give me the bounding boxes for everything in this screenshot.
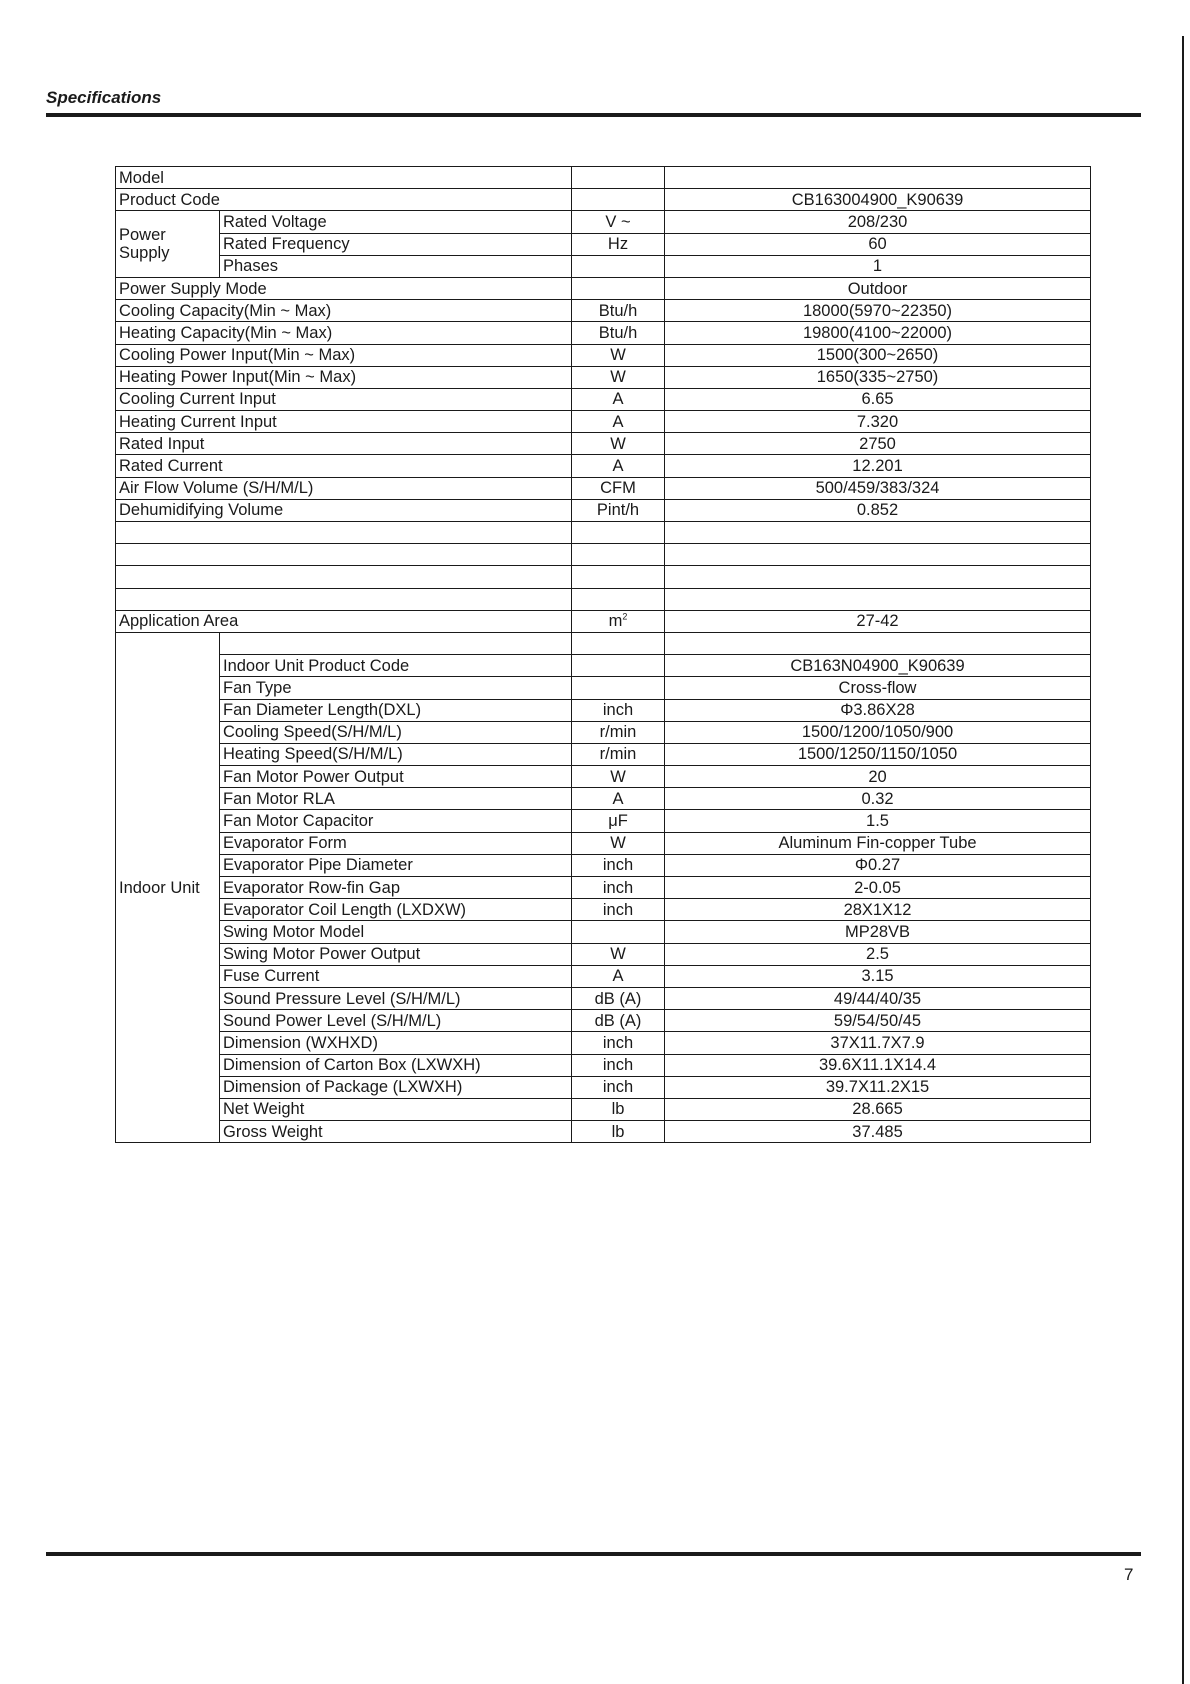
spec-unit: inch [572,1032,665,1054]
spec-label: Fan Motor Capacitor [220,810,572,832]
spec-unit: A [572,965,665,987]
table-row [116,788,1091,810]
spec-unit: inch [572,877,665,899]
spec-value: CB163004900_K90639 [665,189,1091,211]
table-row [116,766,1091,788]
table-row [116,987,1091,1009]
spec-label: Cooling Power Input(Min ~ Max) [116,344,572,366]
page-edge-line [1182,36,1184,1684]
table-row [116,1098,1091,1120]
model-value [665,167,1091,189]
spec-unit: V ~ [572,211,665,233]
spec-value: 7.320 [665,411,1091,433]
spec-unit: A [572,455,665,477]
model-label: Model [116,167,572,189]
spec-unit [572,566,665,588]
spec-label: Rated Frequency [220,233,572,255]
spec-unit [572,677,665,699]
table-row [116,366,1091,388]
table-row [116,1010,1091,1032]
spec-unit: Btu/h [572,322,665,344]
spec-label: Fan Motor RLA [220,788,572,810]
table-row [116,810,1091,832]
indoor-unit-group-label: Indoor Unit [116,632,220,1142]
spec-value [665,566,1091,588]
table-row [116,522,1091,544]
table-row [116,277,1091,299]
spec-label: Air Flow Volume (S/H/M/L) [116,477,572,499]
table-row [116,388,1091,410]
spec-unit: inch [572,854,665,876]
spec-value: 500/459/383/324 [665,477,1091,499]
spec-value: 60 [665,233,1091,255]
footer-divider [46,1552,1141,1556]
spec-value: 1.5 [665,810,1091,832]
spec-value [665,544,1091,566]
spec-label: Rated Voltage [220,211,572,233]
spec-label: Rated Input [116,433,572,455]
spec-unit [572,189,665,211]
table-row [116,233,1091,255]
spec-value: 1 [665,255,1091,277]
spec-unit: dB (A) [572,1010,665,1032]
table-row [116,854,1091,876]
spec-label: Net Weight [220,1098,572,1120]
table-row [116,877,1091,899]
spec-value: Φ3.86X28 [665,699,1091,721]
table-row [116,1076,1091,1098]
page-number: 7 [1124,1565,1134,1584]
spec-value: CB163N04900_K90639 [665,655,1091,677]
spec-label: Rated Current [116,455,572,477]
spec-label: Product Code [116,189,572,211]
spec-value: 28.665 [665,1098,1091,1120]
spec-label: Fan Diameter Length(DXL) [220,699,572,721]
area-unit-exponent: 2 [622,611,628,622]
spec-label: Power Supply Mode [116,277,572,299]
spec-label: Cooling Current Input [116,388,572,410]
table-row [116,632,1091,654]
spec-label: Swing Motor Power Output [220,943,572,965]
spec-value: 18000(5970~22350) [665,300,1091,322]
spec-unit: inch [572,899,665,921]
spec-label: Phases [220,255,572,277]
table-row [116,721,1091,743]
header-divider [46,113,1141,117]
table-row [116,300,1091,322]
table-row [116,1032,1091,1054]
spec-label: Cooling Capacity(Min ~ Max) [116,300,572,322]
spec-label: Dehumidifying Volume [116,499,572,521]
area-unit [572,610,665,632]
spec-value [665,588,1091,610]
table-row [116,1121,1091,1143]
spec-value: MP28VB [665,921,1091,943]
spec-unit: μF [572,810,665,832]
area-unit-base: m [608,612,623,631]
spec-value: 2.5 [665,943,1091,965]
spec-unit [572,655,665,677]
spec-unit [572,921,665,943]
spec-unit: Hz [572,233,665,255]
spec-label [116,588,572,610]
table-row [116,943,1091,965]
spec-label: Application Area [116,610,572,632]
spec-label: Evaporator Pipe Diameter [220,854,572,876]
power-supply-group-label: Power Supply [116,211,220,278]
spec-value: 28X1X12 [665,899,1091,921]
spec-label: Evaporator Form [220,832,572,854]
table-row [116,1054,1091,1076]
table-row [116,921,1091,943]
spec-label: Sound Power Level (S/H/M/L) [220,1010,572,1032]
spec-value: 59/54/50/45 [665,1010,1091,1032]
spec-value: 20 [665,766,1091,788]
spec-label: Heating Capacity(Min ~ Max) [116,322,572,344]
spec-value: 1500/1250/1150/1050 [665,743,1091,765]
spec-value: 27-42 [665,610,1091,632]
spec-unit: W [572,344,665,366]
spec-label: Heating Current Input [116,411,572,433]
spec-unit: W [572,366,665,388]
spec-unit: A [572,411,665,433]
table-row [116,255,1091,277]
spec-unit: inch [572,1054,665,1076]
spec-unit [572,277,665,299]
spec-unit [572,632,665,654]
spec-value: Cross-flow [665,677,1091,699]
spec-unit [572,588,665,610]
spec-unit: r/min [572,743,665,765]
spec-label [116,566,572,588]
spec-label: Sound Pressure Level (S/H/M/L) [220,987,572,1009]
table-row [116,699,1091,721]
spec-unit: dB (A) [572,987,665,1009]
spec-label: Evaporator Coil Length (LXDXW) [220,899,572,921]
table-row [116,743,1091,765]
spec-label: Evaporator Row-fin Gap [220,877,572,899]
table-row [116,499,1091,521]
table-row [116,544,1091,566]
spec-unit: W [572,766,665,788]
spec-unit: r/min [572,721,665,743]
spec-value: 0.852 [665,499,1091,521]
spec-value: 208/230 [665,211,1091,233]
table-row [116,344,1091,366]
spec-unit: W [572,943,665,965]
table-row [116,189,1091,211]
table-row [116,610,1091,632]
spec-value: 2750 [665,433,1091,455]
spec-value: 0.32 [665,788,1091,810]
spec-value [665,522,1091,544]
spec-value: 39.6X11.1X14.4 [665,1054,1091,1076]
spec-value: 12.201 [665,455,1091,477]
table-row [116,433,1091,455]
spec-label: Cooling Speed(S/H/M/L) [220,721,572,743]
spec-label: Swing Motor Model [220,921,572,943]
spec-label [116,544,572,566]
spec-value: 6.65 [665,388,1091,410]
table-row [116,411,1091,433]
spec-label [116,522,572,544]
model-unit [572,167,665,189]
spec-unit: inch [572,1076,665,1098]
spec-label: Fuse Current [220,965,572,987]
spec-label [220,632,572,654]
specifications-table-body [116,167,1091,1143]
spec-unit [572,255,665,277]
spec-unit: lb [572,1121,665,1143]
table-row [116,477,1091,499]
spec-unit [572,544,665,566]
spec-value: Aluminum Fin-copper Tube [665,832,1091,854]
spec-label: Indoor Unit Product Code [220,655,572,677]
spec-value: 1650(335~2750) [665,366,1091,388]
table-row [116,167,1091,189]
spec-value: Outdoor [665,277,1091,299]
spec-value: 1500(300~2650) [665,344,1091,366]
table-row [116,677,1091,699]
table-row [116,322,1091,344]
spec-label: Gross Weight [220,1121,572,1143]
table-row [116,965,1091,987]
spec-unit: A [572,788,665,810]
table-row [116,899,1091,921]
spec-unit: inch [572,699,665,721]
spec-label: Fan Type [220,677,572,699]
spec-value: 37.485 [665,1121,1091,1143]
spec-label: Fan Motor Power Output [220,766,572,788]
page-title: Specifications [46,88,162,107]
spec-value [665,632,1091,654]
table-row [116,566,1091,588]
spec-unit: A [572,388,665,410]
spec-label: Dimension of Carton Box (LXWXH) [220,1054,572,1076]
spec-value: Φ0.27 [665,854,1091,876]
spec-unit: Btu/h [572,300,665,322]
spec-value: 19800(4100~22000) [665,322,1091,344]
spec-unit: lb [572,1098,665,1120]
spec-label: Heating Speed(S/H/M/L) [220,743,572,765]
spec-value: 37X11.7X7.9 [665,1032,1091,1054]
table-row [116,655,1091,677]
spec-unit: W [572,832,665,854]
table-row [116,832,1091,854]
specifications-table [115,166,1091,1143]
spec-unit: W [572,433,665,455]
spec-unit: Pint/h [572,499,665,521]
table-row [116,588,1091,610]
spec-unit: CFM [572,477,665,499]
spec-value: 2-0.05 [665,877,1091,899]
spec-label: Dimension of Package (LXWXH) [220,1076,572,1098]
spec-value: 49/44/40/35 [665,987,1091,1009]
spec-value: 39.7X11.2X15 [665,1076,1091,1098]
spec-label: Heating Power Input(Min ~ Max) [116,366,572,388]
table-row [116,455,1091,477]
spec-label: Dimension (WXHXD) [220,1032,572,1054]
spec-value: 1500/1200/1050/900 [665,721,1091,743]
spec-unit [572,522,665,544]
spec-value: 3.15 [665,965,1091,987]
table-row [116,211,1091,233]
